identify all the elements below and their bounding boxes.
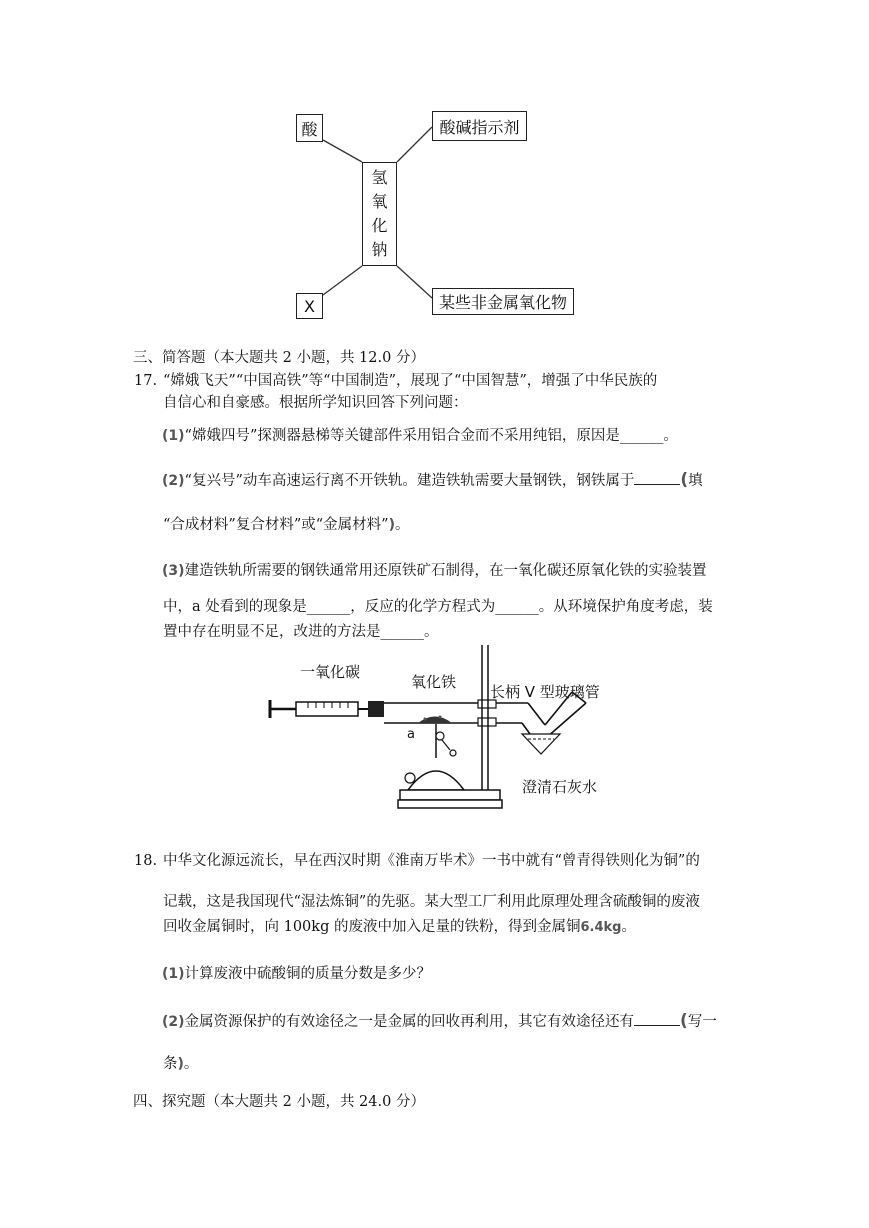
q18-sub2-paren-close: )	[177, 1056, 184, 1072]
diagram-connectors	[0, 0, 869, 330]
q18-line2: 记载，这是我国现代“湿法炼铜”的先驱。某大型工厂利用此原理处理含硫酸铜的废液	[163, 894, 700, 910]
q17-sub2-line2	[163, 516, 409, 534]
q17-sub2-label: (2)	[162, 473, 185, 489]
q18-sub1	[162, 965, 431, 983]
q17-intro-line1: “嫦娥飞天”“中国高铁”等“中国制造”，展现了“中国智慧”，增强了中华民族的	[163, 373, 658, 389]
q17-sub2-text-b: 填	[688, 473, 703, 489]
q18-line3-a: 回收金属铜时，向 100kg 的废液中加入足量的铁粉，得到金属铜	[163, 919, 581, 935]
label-limewater: 澄清石灰水	[522, 778, 598, 796]
label-v-tube: 长柄 V 型玻璃管	[490, 683, 600, 701]
q17-sub2-text-a: “复兴号”动车高速运行离不开铁轨。建造铁轨需要大量钢铁，钢铁属于	[184, 473, 635, 489]
center-char-2: 氧	[371, 192, 388, 211]
node-indicator: 酸碱指示剂	[432, 111, 527, 141]
node-x: X	[296, 293, 323, 319]
q18-sub2-line1	[162, 1012, 717, 1031]
label-carbon-monoxide: 一氧化碳	[300, 663, 361, 681]
center-char-4: 钠	[371, 240, 388, 259]
q17-sub1	[162, 427, 678, 445]
label-iron-oxide: 氧化铁	[411, 673, 457, 691]
q18-sub2-text-b: 写一	[687, 1014, 717, 1030]
q18-sub2-period: 。	[183, 1056, 199, 1072]
q18-sub2-paren-open: (	[680, 1011, 688, 1031]
q17-sub3-line1	[162, 562, 707, 580]
q18-sub2-label: (2)	[162, 1014, 185, 1030]
q18-mass: 6.4kg	[580, 920, 622, 935]
q18-line3	[163, 918, 636, 937]
section3-heading: 三、简答题（本大题共 2 小题，共 12.0 分）	[133, 350, 425, 366]
q17-sub2-paren-open: (	[680, 470, 689, 490]
q18-sub1-text: 计算废液中硫酸铜的质量分数是多少？	[184, 966, 432, 982]
q17-sub2-options: “合成材料”复合材料”或“金属材料”	[163, 517, 389, 533]
section4-heading: 四、探究题（本大题共 2 小题，共 24.0 分）	[133, 1094, 425, 1110]
q18-sub1-label: (1)	[162, 966, 185, 982]
q18-number: 18.	[134, 853, 158, 869]
q18-book-close: 》	[467, 853, 482, 869]
q17-sub3-line2: 中，a 处看到的现象是______，反应的化学方程式为______。从环境保护角度考虑，装	[163, 599, 713, 615]
q18-sub2-text-a: 金属资源保护的有效途径之一是金属的回收再利用，其它有效途径还有	[184, 1014, 635, 1030]
center-char-1: 氢	[371, 168, 388, 187]
q18-line1-b: 一书中就有“曾青得铁则化为铜”的	[482, 853, 700, 869]
q17-intro-line2: 自信心和自豪感。根据所学知识回答下列问题：	[163, 395, 468, 411]
q17-sub1-label: (1)	[162, 428, 185, 444]
label-a: a	[407, 727, 415, 742]
q17-sub3-label: (3)	[162, 563, 185, 579]
q17-sub2-line1	[162, 471, 703, 490]
q18-sub2-tail: 条	[163, 1056, 178, 1072]
q17-sub3-line3: 置中存在明显不足，改进的方法是______。	[163, 624, 439, 640]
q17-sub1-text: “嫦娥四号”探测器悬梯等关键部件采用铝合金而不采用纯铝，原因是______。	[184, 428, 678, 444]
q17-sub2-paren-close: )	[388, 517, 395, 533]
q18-line1	[163, 852, 700, 870]
node-sodium-hydroxide	[362, 162, 397, 266]
q17-sub2-period: 。	[394, 517, 410, 533]
q17-sub3-text: 建造铁轨所需要的钢铁通常用还原铁矿石制得，在一氧化碳还原氧化铁的实验装置	[184, 563, 707, 579]
node-acid: 酸	[296, 114, 323, 142]
q18-line3-b: 。	[621, 919, 636, 935]
q18-line1-a: 中华文化源远流长，早在西汉时期	[163, 853, 381, 869]
q17-number: 17.	[134, 373, 158, 389]
q18-book-open: 《	[380, 853, 395, 869]
node-nonmetal-oxides: 某些非金属氧化物	[432, 288, 574, 315]
q17-sub2-blank	[634, 472, 680, 485]
q18-book-title: 淮南万毕术	[395, 853, 468, 869]
q18-sub2-blank	[634, 1013, 680, 1026]
center-char-3: 化	[371, 216, 388, 235]
q18-sub2-line2	[163, 1055, 198, 1073]
